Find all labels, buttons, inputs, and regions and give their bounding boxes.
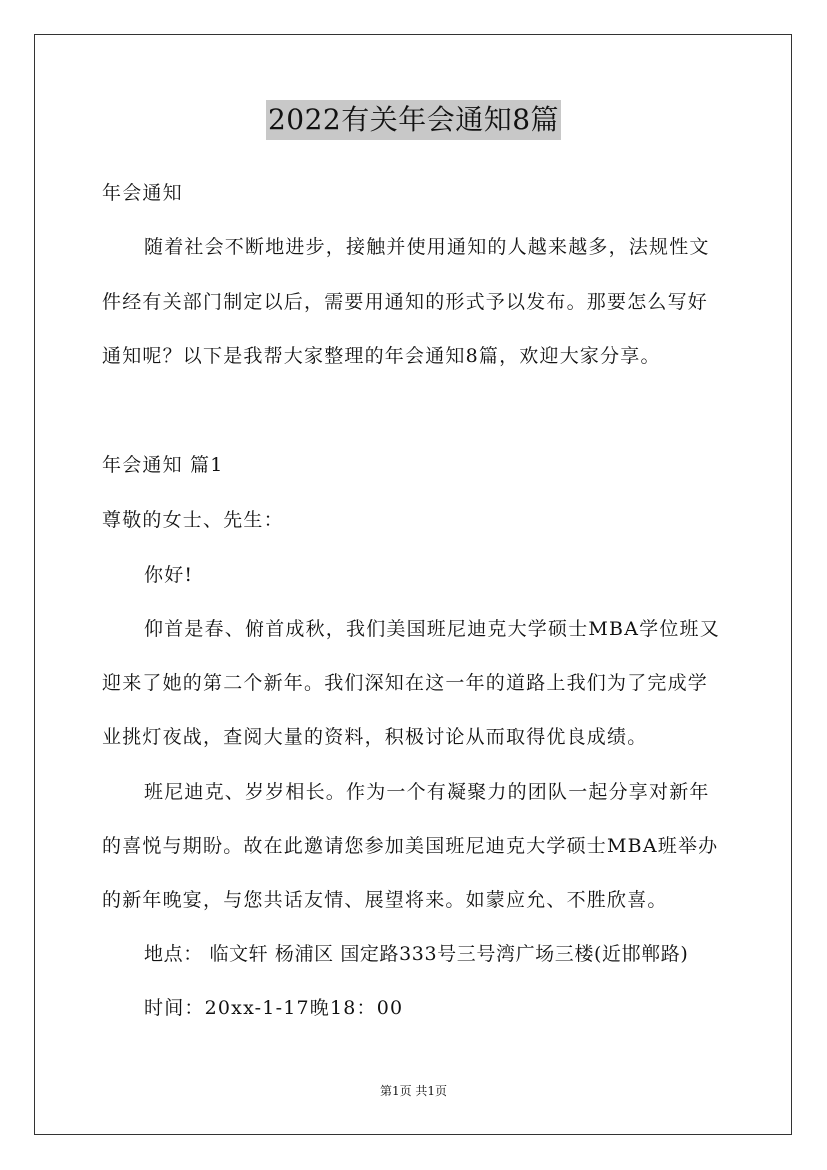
greeting: 你好! <box>144 564 194 586</box>
heading-article-1: 年会通知 篇1 <box>102 454 224 476</box>
section-label: 年会通知 <box>102 182 183 204</box>
intro-line-1: 随着社会不断地进步，接触并使用通知的人越来越多，法规性文 <box>144 236 710 258</box>
event-time: 时间：20xx-1-17晚18：00 <box>144 997 404 1019</box>
para-1-line-1: 仰首是春、俯首成秋，我们美国班尼迪克大学硕士MBA学位班又 <box>144 618 720 640</box>
event-location: 地点： 临文轩 杨浦区 国定路333号三号湾广场三楼(近邯郸路) <box>144 943 689 965</box>
para-2-line-3: 的新年晚宴，与您共话友情、展望将来。如蒙应允、不胜欣喜。 <box>102 889 668 911</box>
intro-line-2: 件经有关部门制定以后，需要用通知的形式予以发布。那要怎么写好 <box>102 291 709 313</box>
para-2-line-1: 班尼迪克、岁岁相长。作为一个有凝聚力的团队一起分享对新年 <box>144 781 710 803</box>
salutation: 尊敬的女士、先生： <box>102 509 284 531</box>
document-title: 2022有关年会通知8篇 <box>266 100 561 140</box>
page-footer: 第1页 共1页 <box>379 1084 448 1098</box>
para-1-line-3: 业挑灯夜战，查阅大量的资料，积极讨论从而取得优良成绩。 <box>102 726 648 748</box>
para-1-line-2: 迎来了她的第二个新年。我们深知在这一年的道路上我们为了完成学 <box>102 672 709 694</box>
title-container <box>0 100 827 140</box>
para-2-line-2: 的喜悦与期盼。故在此邀请您参加美国班尼迪克大学硕士MBA班举办 <box>102 835 719 857</box>
intro-line-3: 通知呢？以下是我帮大家整理的年会通知8篇，欢迎大家分享。 <box>102 345 661 367</box>
